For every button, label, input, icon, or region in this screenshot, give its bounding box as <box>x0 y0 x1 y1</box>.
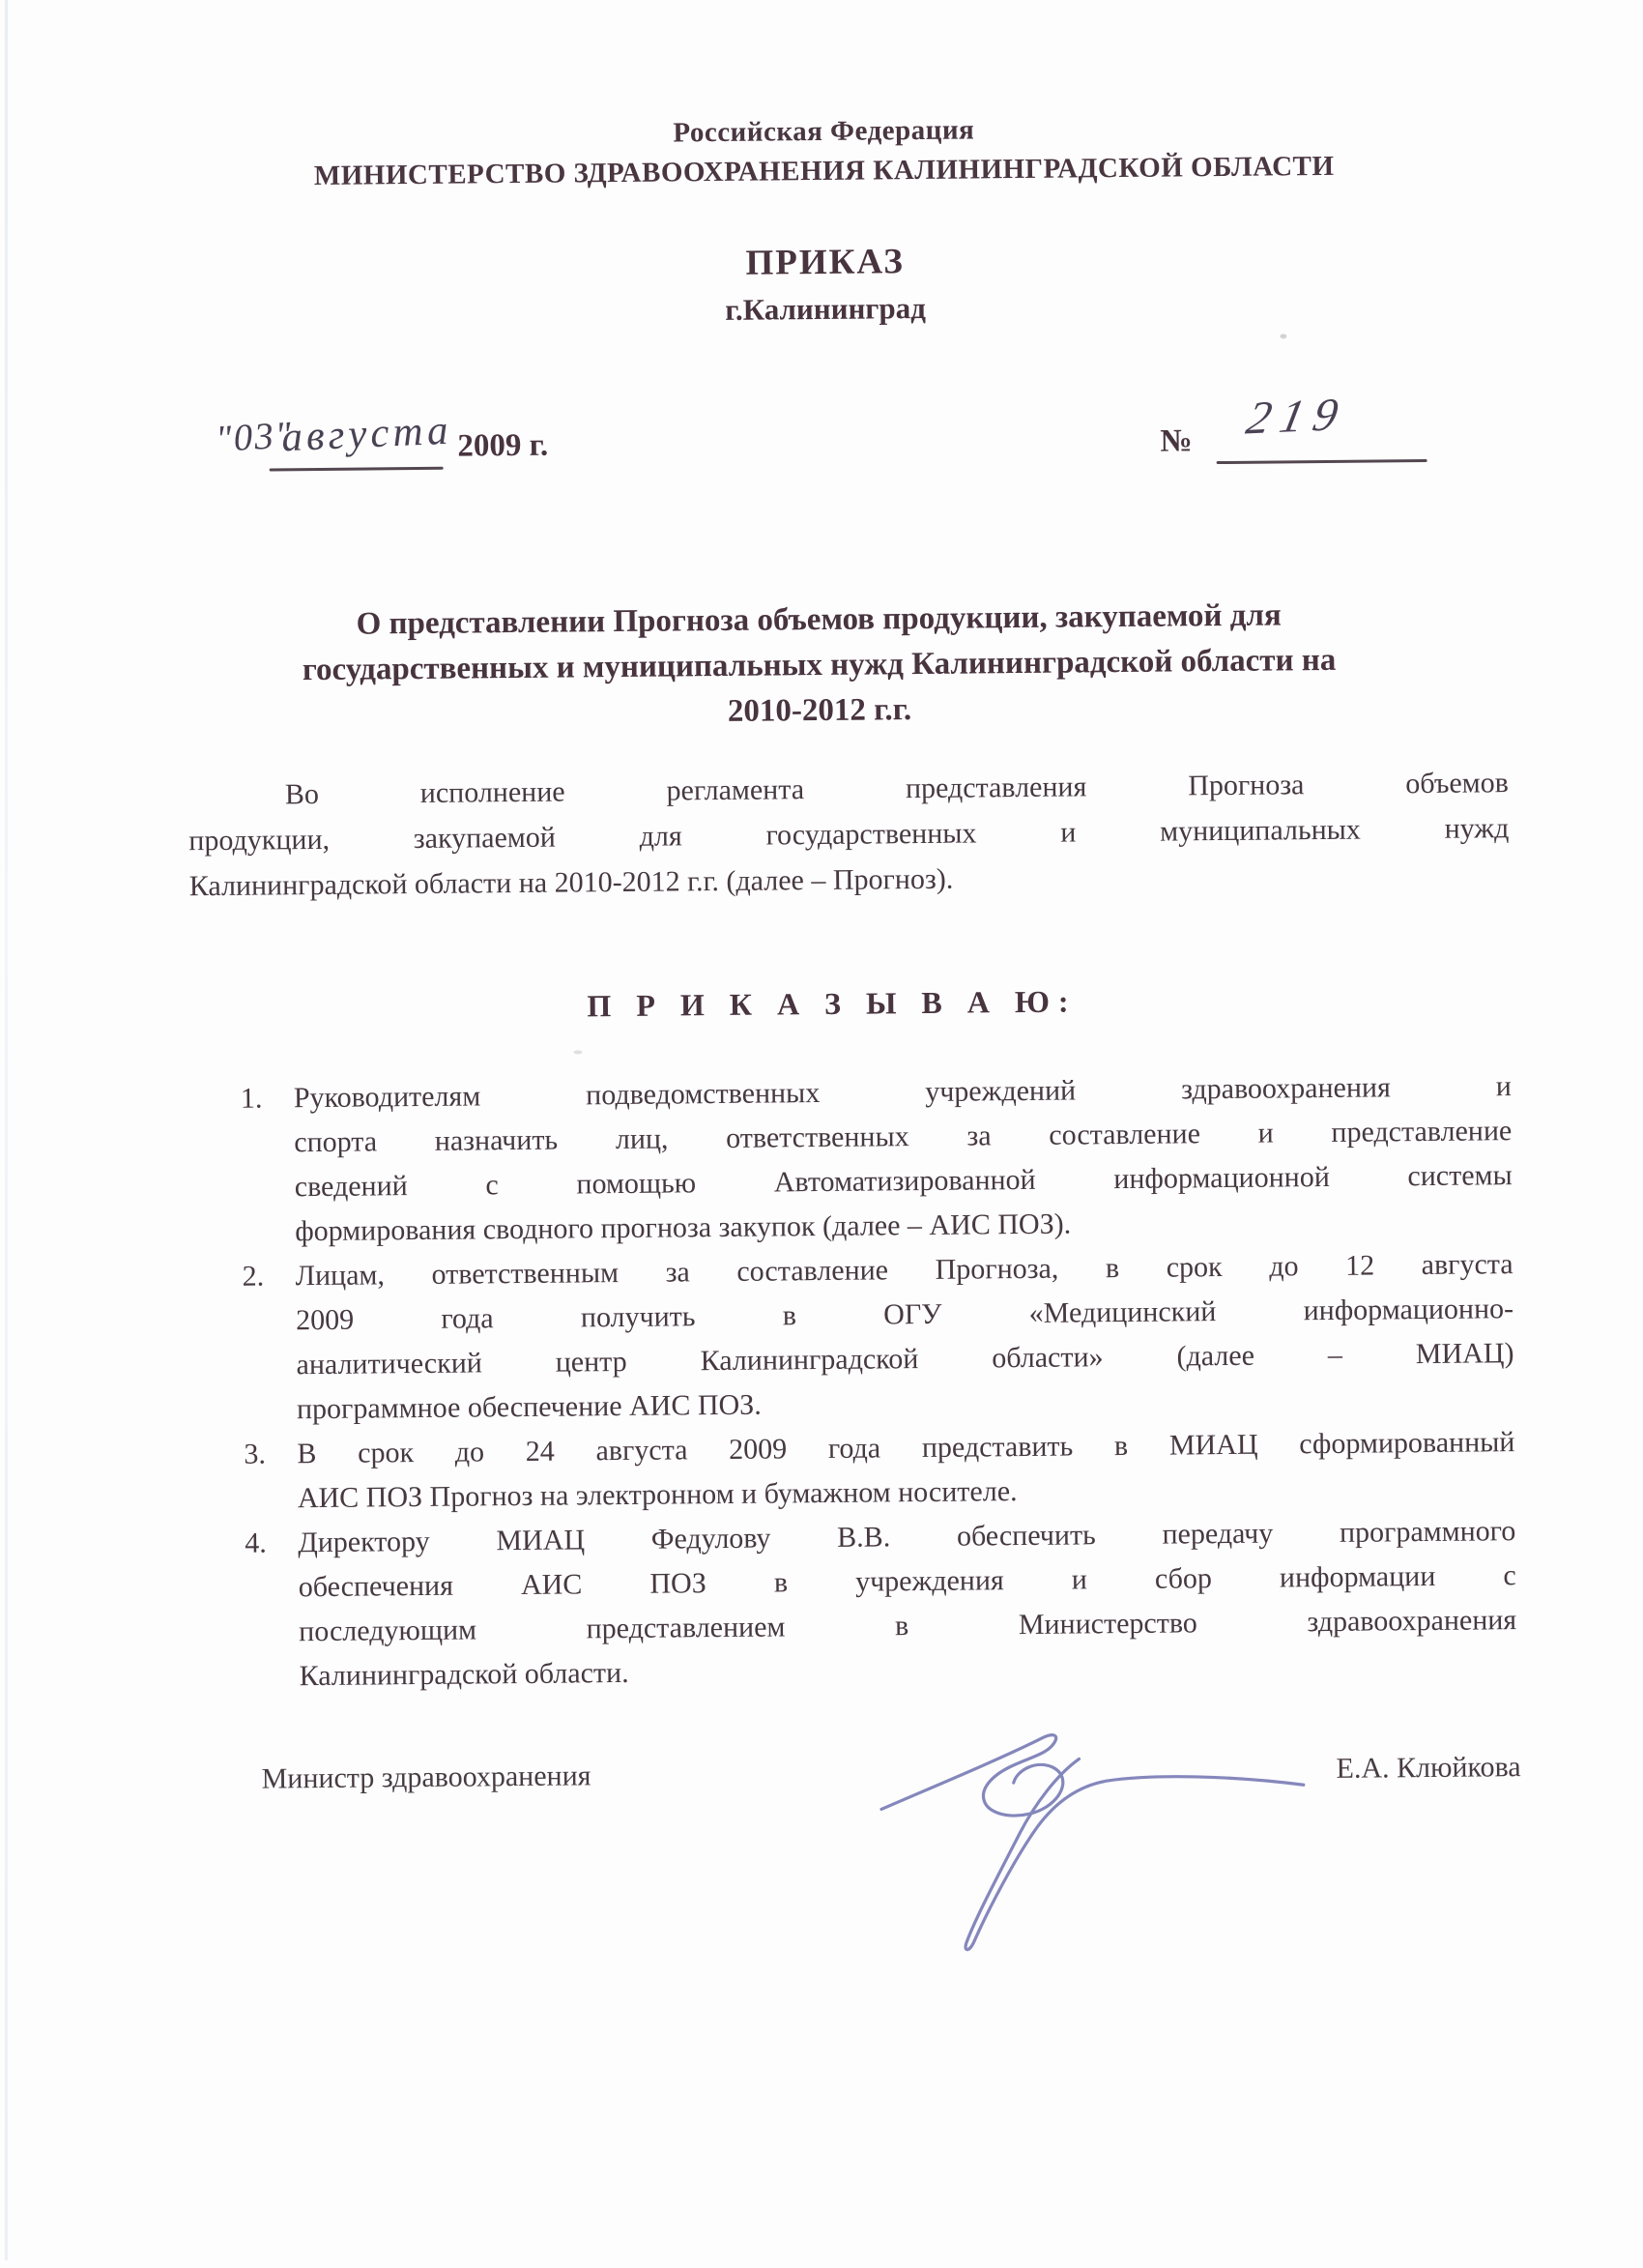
minister-name: Е.А. Клюйкова <box>1336 1751 1521 1785</box>
item-number: 3. <box>244 1438 267 1470</box>
item-text-line: Калининградской области. <box>299 1656 629 1693</box>
date-month-handwritten: августа <box>280 407 453 461</box>
item-text-line: обеспечения АИС ПОЗ в учреждения и сбор информации с <box>298 1559 1516 1604</box>
title-line: государственных и муниципальных нужд Калининградской области на <box>302 642 1337 688</box>
item-number: 2. <box>242 1260 265 1293</box>
title-line: О представлении Прогноза объемов продукции, закупаемой для <box>356 597 1282 642</box>
intro-line: продукции, закупаемой для государственных и муниципальных нужд <box>188 812 1510 858</box>
item-text-line: АИС ПОЗ Прогноз на электронном и бумажном носителе. <box>297 1475 1018 1515</box>
doc-city: г.Калининград <box>725 290 927 327</box>
header-ministry: МИНИСТЕРСТВО ЗДРАВООХРАНЕНИЯ КАЛИНИНГРАДСКОЙ ОБЛАСТИ <box>313 150 1335 192</box>
signature-stroke-tail <box>964 1757 1305 1949</box>
intro-line: Во исполнение регламента представления Прогноза объемов <box>284 767 1509 811</box>
item-number: 4. <box>245 1527 267 1559</box>
scan-speck <box>573 1050 582 1054</box>
doc-type-title: ПРИКАЗ <box>745 242 905 283</box>
title-line: 2010-2012 г.г. <box>727 692 912 729</box>
order-heading: П Р И К А З Ы В А Ю: <box>587 983 1078 1024</box>
intro-line: Калининградской области на 2010-2012 г.г. (далее – Прогноз). <box>188 862 954 903</box>
item-text-line: сведений с помощью Автоматизированной информационной системы <box>294 1159 1513 1204</box>
header-country: Российская Федерация <box>673 114 975 149</box>
item-text-line: аналитический центр Калининградской области» (далее – МИАЦ) <box>296 1337 1514 1381</box>
item-text-line: формирования сводного прогноза закупок (далее – АИС ПОЗ). <box>295 1207 1072 1248</box>
order-number-handwritten: 219 <box>1242 388 1352 445</box>
item-text-line: Лицам, ответственным за составление Прогноза, в срок до 12 августа <box>295 1248 1513 1293</box>
item-text-line: Руководителям подведомственных учреждений здравоохранения и <box>293 1070 1513 1115</box>
date-day-handwritten: "03" <box>215 414 295 461</box>
item-text-line: последующим представлением в Министерство здравоохранения <box>299 1604 1517 1648</box>
scan-speck <box>1280 334 1286 338</box>
date-year: 2009 г. <box>457 427 549 464</box>
item-text-line: спорта назначить лиц, ответственных за составление и представление <box>294 1115 1513 1159</box>
item-number: 1. <box>240 1082 263 1115</box>
minister-position-label: Министр здравоохранения <box>261 1759 591 1795</box>
number-sign: № <box>1160 423 1193 459</box>
item-text-line: В срок до 24 августа 2009 года представить в МИАЦ сформированный <box>297 1426 1515 1470</box>
item-text-line: Директору МИАЦ Федулову В.В. обеспечить передачу программного <box>298 1515 1516 1559</box>
item-text-line: программное обеспечение АИС ПОЗ. <box>296 1388 762 1426</box>
item-text-line: 2009 года получить в ОГУ «Медицинский информационно- <box>295 1293 1514 1337</box>
